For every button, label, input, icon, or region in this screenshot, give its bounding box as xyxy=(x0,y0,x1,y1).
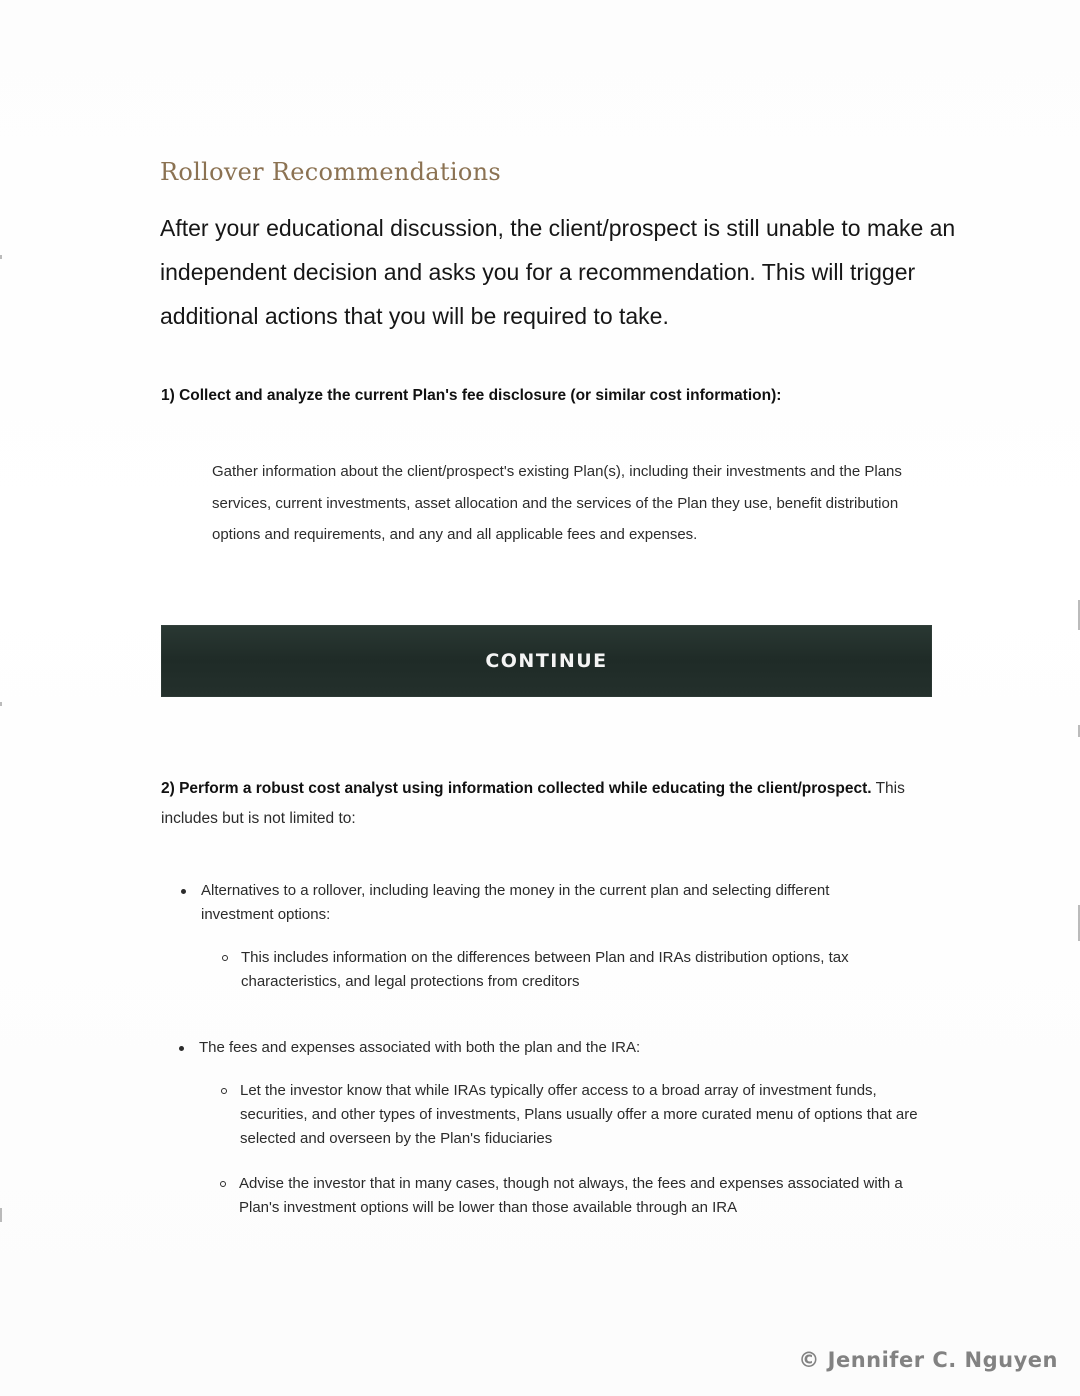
step-2-heading-rest: This includes but is not limited to: xyxy=(161,780,905,827)
list-item-text: The fees and expenses associated with both the plan and the IRA: xyxy=(199,1039,641,1056)
sub-list-item xyxy=(241,946,921,994)
sub-list-item-text: This includes information on the differences between Plan and IRAs distribution options, tax characteristics, and legal protections from creditors xyxy=(241,949,849,990)
bullet-dot-icon xyxy=(181,889,186,894)
list-item xyxy=(199,1036,899,1060)
scan-edge-mark xyxy=(0,1208,2,1222)
bullet-circle-icon xyxy=(221,1088,227,1094)
list-item-text: Alternatives to a rollover, including leaving the money in the current plan and selecting different investment options: xyxy=(201,882,830,923)
list-item xyxy=(201,879,901,927)
sub-list-item xyxy=(240,1079,940,1151)
lead-paragraph: After your educational discussion, the client/prospect is still unable to make an independent decision and asks you for a recommendation. This will trigger additional actions that you will be required to take. xyxy=(160,215,956,329)
scan-edge-mark xyxy=(0,702,2,706)
section-heading: Rollover Recommendations xyxy=(160,158,501,186)
step-1-heading xyxy=(161,381,981,411)
sub-list-item-text: Advise the investor that in many cases, though not always, the fees and expenses associated with a Plan's investment options will be lower than those available through an IRA xyxy=(239,1175,903,1216)
bullet-circle-icon xyxy=(222,955,228,961)
sub-list-item-text: Let the investor know that while IRAs typically offer access to a broad array of investment funds, securities, and other types of investments, Plans usually offer a more curated menu of options that are selected and overseen by the Plan's fiduciaries xyxy=(240,1082,918,1147)
bullet-dot-icon xyxy=(179,1046,184,1051)
step-1-heading-text: 1) Collect and analyze the current Plan's fee disclosure (or similar cost information): xyxy=(161,387,782,404)
bullet-circle-icon xyxy=(220,1181,226,1187)
step-1-body: Gather information about the client/prospect's existing Plan(s), including their investments and the Plans services, current investments, asset allocation and the services of the Plan they use, benefit distribution options and requirements, and any and all applicable fees and expenses. xyxy=(212,463,902,543)
scan-edge-mark xyxy=(0,255,2,259)
sub-list-item xyxy=(239,1172,939,1220)
step-2-heading-bold: 2) Perform a robust cost analyst using information collected while educating the client/prospect. xyxy=(161,780,872,797)
copyright-watermark: © Jennifer C. Nguyen xyxy=(798,1348,1058,1372)
step-2-heading xyxy=(161,774,921,834)
continue-button[interactable]: CONTINUE xyxy=(161,625,932,697)
